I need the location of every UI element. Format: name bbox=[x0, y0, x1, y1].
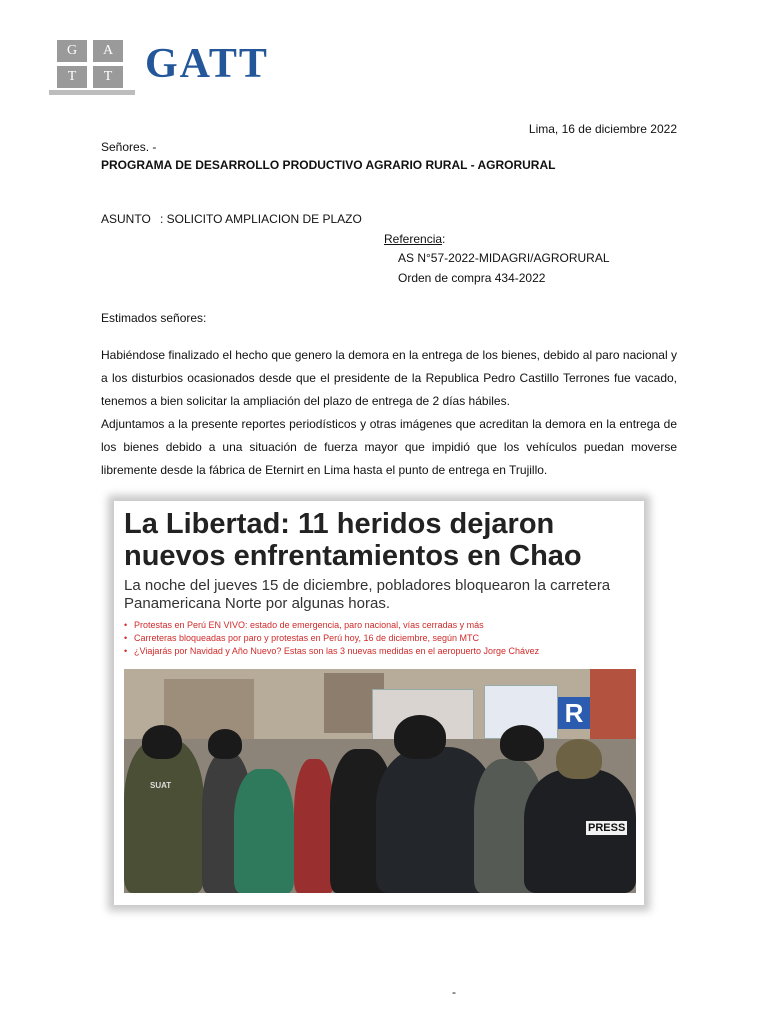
photo-red-building bbox=[590, 669, 636, 739]
body-paragraph-1: Habiéndose finalizado el hecho que genero la demora en la entrega de los bienes, debido al paro nacional y a los disturbios ocasionados desde que el presidente de la Republica Pedro Castillo Terrones fue vacado, tenemos a bien solicitar la ampliación del plazo de entrega de 2 días hábiles. bbox=[101, 348, 677, 408]
photo-helmet-2 bbox=[208, 729, 242, 759]
logo-letter-g: G bbox=[57, 40, 87, 62]
photo-person-red bbox=[294, 759, 334, 893]
logo-base bbox=[49, 90, 135, 95]
reference-line-2: Orden de compra 434-2022 bbox=[398, 271, 546, 285]
photo-unit-tag: SUAT bbox=[150, 781, 172, 790]
reference-line-1: AS N°57-2022-MIDAGRI/AGRORURAL bbox=[398, 251, 610, 265]
photo-helmet-3 bbox=[394, 715, 446, 759]
logo-letter-t1: T bbox=[57, 66, 87, 88]
subject-label: ASUNTO bbox=[101, 212, 151, 226]
news-link-3: • ¿Viajarás por Navidad y Año Nuevo? Estas son las 3 nuevas medidas en el aeropuerto Jorge Chávez bbox=[124, 645, 634, 658]
body-paragraph-2: Adjuntamos a la presente reportes periodísticos y otras imágenes que acreditan la demora en la entrega de los bienes debido a una situación de fuerza mayor que impidió que los vehículos puedan moverse libremente desde la fábrica de Eternirt en Lima hasta el punto de entrega en Trujillo. bbox=[101, 417, 677, 477]
gatt-logo bbox=[49, 36, 329, 100]
photo-press-label: PRESS bbox=[588, 822, 626, 834]
photo-helmet-1 bbox=[142, 725, 182, 759]
photo-person-green bbox=[234, 769, 294, 893]
place-date: Lima, 16 de diciembre 2022 bbox=[528, 122, 677, 136]
photo-sign-r: R bbox=[558, 697, 590, 729]
reference-label: Referencia bbox=[384, 232, 443, 246]
greeting: Estimados señores: bbox=[101, 311, 207, 325]
reference-heading bbox=[384, 232, 445, 246]
news-headline: La Libertad: 11 heridos dejaron nuevos enfrentamientos en Chao bbox=[124, 508, 582, 572]
news-link-1: • Protestas en Perú EN VIVO: estado de emergencia, paro nacional, vías cerradas y más bbox=[124, 619, 634, 632]
news-related-links bbox=[124, 619, 634, 658]
salutation-to: Señores. - bbox=[101, 140, 157, 154]
logo-letter-t2: T bbox=[93, 66, 123, 88]
news-clipping bbox=[114, 501, 644, 905]
logo-wordmark: GATT bbox=[145, 41, 269, 87]
photo-officer-left bbox=[124, 739, 204, 893]
page-mark: - bbox=[452, 985, 456, 999]
news-subheadline: La noche del jueves 15 de diciembre, pobladores bloquearon la carretera Panamericana Norte por algunas horas. bbox=[124, 577, 611, 612]
protest-photo bbox=[124, 669, 636, 893]
photo-wall-1 bbox=[164, 679, 254, 739]
subject-text: : SOLICITO AMPLIACION DE PLAZO bbox=[160, 212, 362, 226]
news-link-2: • Carreteras bloqueadas por paro y protestas en Perú hoy, 16 de diciembre, según MTC bbox=[124, 632, 634, 645]
reference-colon: : bbox=[442, 232, 446, 246]
photo-helmet-4 bbox=[500, 725, 544, 761]
logo-emblem bbox=[49, 36, 135, 98]
photo-helmet-press bbox=[556, 739, 602, 779]
logo-letter-a: A bbox=[93, 40, 123, 62]
recipient: PROGRAMA DE DESARROLLO PRODUCTIVO AGRARIO RURAL - AGRORURAL bbox=[101, 158, 556, 172]
